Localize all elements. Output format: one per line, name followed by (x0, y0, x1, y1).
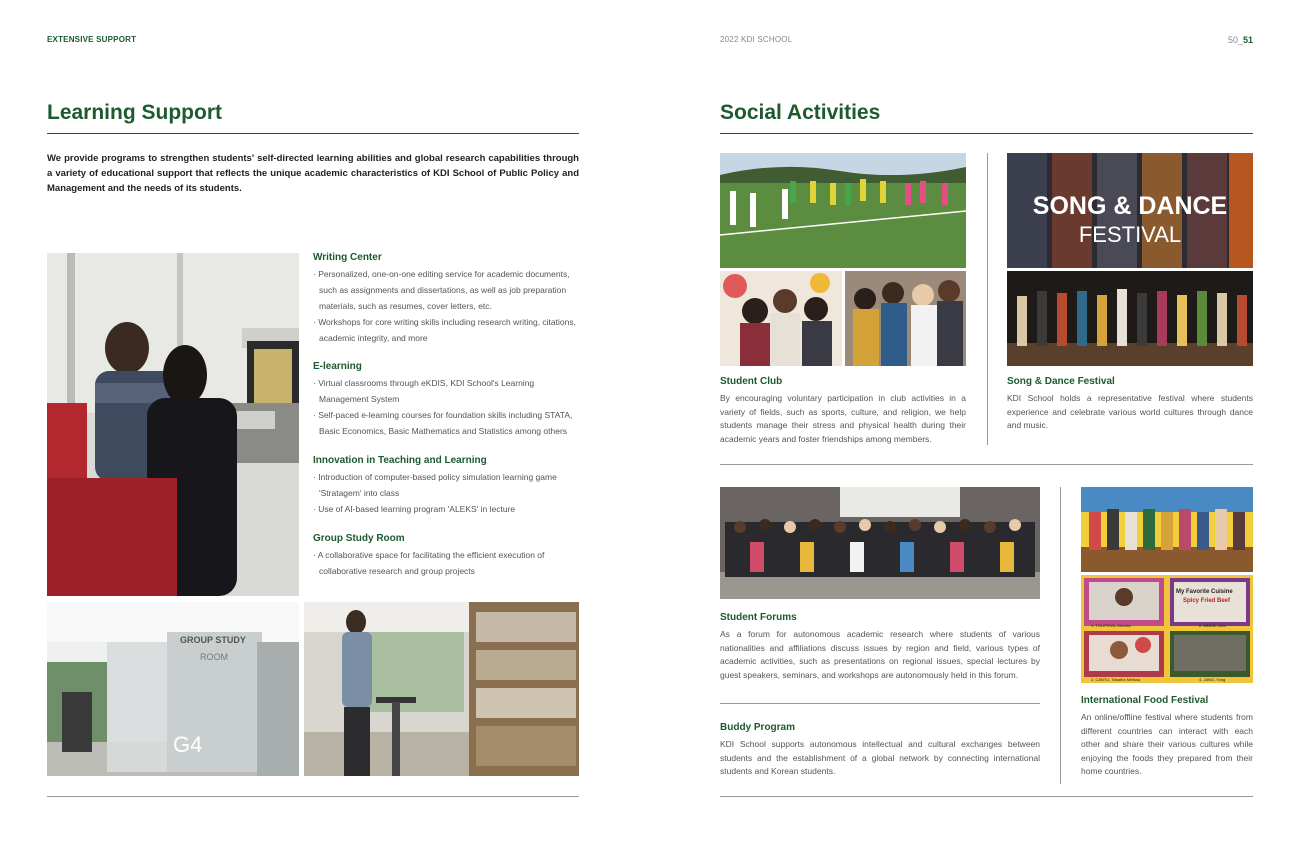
page-numbers (1228, 35, 1253, 45)
food-festival-title: International Food Festival (1081, 695, 1209, 706)
forums-buddy-rule (720, 703, 1040, 704)
food-festival-online-collage (1081, 575, 1253, 683)
writing-center-photo (47, 253, 299, 596)
song-dance-stage-photo (1007, 271, 1253, 366)
learning-intro: We provide programs to strengthen students' self-directed learning abilities and global research capabilities through a variety of educational support that reflects the unique academic characteristics of KDI School of Public Policy and Management and the needs of its students. (47, 153, 579, 194)
signage-line2: ROOM (200, 652, 228, 662)
title-rule (47, 133, 579, 134)
page-number-right: 51 (1243, 35, 1254, 45)
title-rule (720, 133, 1253, 134)
learning-support-title: Learning Support (47, 101, 222, 124)
e-learning-block (313, 361, 579, 439)
song-dance-text: KDI School holds a representative festival where students experience and celebrate various world cultures through dance and music. (1007, 393, 1253, 430)
food-caption-1: 1. TOLIPOVA, Dilnoka (1091, 623, 1131, 628)
food-festival-group-photo (1081, 487, 1253, 572)
student-club-group-photo-1 (720, 271, 842, 366)
signage-room-number: G4 (173, 732, 203, 757)
food-card-dish: Spicy Fried Beef (1183, 598, 1231, 604)
writing-center-title: Writing Center (313, 252, 382, 263)
list-item: · Workshops for core writing skills including research writing, citations, academic integrity, and more (313, 317, 576, 343)
buddy-program-text: KDI School supports autonomous intellectual and cultural exchanges between students and the establishment of a global network by connecting international students and Korean students. (720, 739, 1040, 776)
running-header-center: 2022 KDI SCHOOL (720, 35, 793, 44)
student-forums-photo (720, 487, 1040, 599)
list-item: · Introduction of computer-based policy simulation learning game 'Stratagem' into class (313, 472, 557, 498)
song-dance-banner-photo (1007, 153, 1253, 268)
buddy-program-title: Buddy Program (720, 722, 796, 733)
food-caption-3: 3. CANTU, Tabatha Melissa (1091, 677, 1141, 682)
list-item: · Personalized, one-on-one editing service for academic documents, such as assignments and dissertations, as well as job preparation materials, such as resumes, cover letters, etc. (313, 269, 570, 311)
student-club-sports-photo (720, 153, 966, 268)
group-study-title: Group Study Room (313, 533, 405, 544)
student-forums-title: Student Forums (720, 612, 797, 623)
student-club-title: Student Club (720, 376, 783, 387)
banner-line1: SONG & DANCE (1032, 192, 1228, 220)
list-item: · A collaborative space for facilitating the efficient execution of collaborative research and group projects (313, 550, 545, 576)
innovation-list (313, 469, 579, 517)
student-club-group-photo-2 (845, 271, 966, 366)
list-item: · Virtual classrooms through eKDIS, KDI School's Learning Management System (313, 378, 535, 404)
banner-line2: FESTIVAL (1078, 222, 1182, 247)
left-page-bottom-rule (47, 796, 579, 797)
group-study-list (313, 547, 579, 579)
innovation-block (313, 455, 579, 517)
right-page-mid-rule (720, 464, 1253, 465)
group-study-block (313, 533, 579, 579)
writing-center-block (313, 252, 579, 346)
student-forums-text: As a forum for autonomous academic research where students of various nationalities and affiliations discuss issues by region and field, various types of academic activities, such as presentations on regional issues, special lectures by guest speakers, seminars, and workshops are autonomously held in this forum. (720, 629, 1040, 680)
page-number-left: 50_ (1228, 35, 1244, 45)
song-dance-title: Song & Dance Festival (1007, 376, 1115, 387)
column-divider (987, 153, 988, 445)
signage-line1: GROUP STUDY (180, 635, 246, 645)
food-card-title: My Favorite Cuisine (1176, 589, 1233, 595)
column-divider (1060, 487, 1061, 784)
group-study-room-photo (47, 602, 299, 776)
food-caption-4: 4. JANG, Yong (1199, 677, 1226, 682)
e-learning-title: E-learning (313, 361, 362, 372)
social-activities-title: Social Activities (720, 101, 881, 124)
innovation-title: Innovation in Teaching and Learning (313, 455, 487, 466)
student-club-text: By encouraging voluntary participation in club activities in a variety of fields, such as sports, culture, and religion, we help students manage their stress and physical health during their academic years and foster friendships among members. (720, 393, 966, 444)
food-festival-text: An online/offline festival where students from different countries can interact with each other and share their various cultures while enjoying the foods they prepared from their home countries. (1081, 712, 1253, 776)
library-kiosk-photo (304, 602, 579, 776)
list-item: · Use of AI-based learning program 'ALEKS' in lecture (313, 504, 516, 514)
running-header-left: EXTENSIVE SUPPORT (47, 35, 137, 44)
writing-center-list (313, 266, 579, 346)
list-item: · Self-paced e-learning courses for foundation skills including STATA, Basic Economics, Basic Mathematics and Statistics among others (313, 410, 573, 436)
right-page-bottom-rule (720, 796, 1253, 797)
e-learning-list (313, 375, 579, 439)
food-caption-2: 2. ABDUL, Aziz (1199, 623, 1227, 628)
